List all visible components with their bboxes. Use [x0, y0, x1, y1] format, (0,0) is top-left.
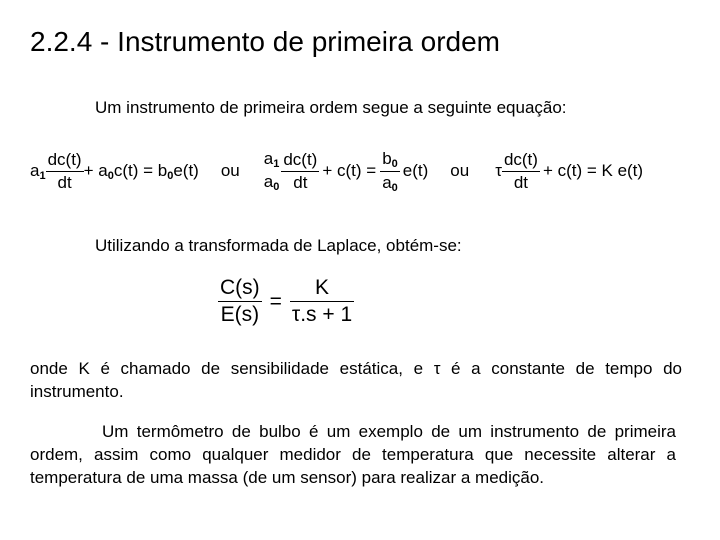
eq1-derivative: [46, 150, 84, 193]
eq1-den: dt: [46, 171, 84, 193]
eq2-num-sub: 1: [273, 158, 280, 170]
transfer-lhs-den: E(s): [218, 301, 262, 327]
equation-1: [30, 150, 199, 193]
eq1-subb0: 0: [167, 169, 174, 182]
eq1-sub1: 1: [39, 169, 46, 182]
transfer-rhs-num: K: [315, 276, 330, 299]
eq2-den-sub: 0: [273, 181, 280, 193]
transfer-rhs-den: τ.s + 1: [291, 303, 353, 326]
eq2-num: dc(t): [283, 149, 318, 169]
intro-text: Um instrumento de primeira ordem segue a seguinte equação:: [95, 98, 567, 117]
laplace-intro-text: Utilizando a transformada de Laplace, obtém-se:: [95, 236, 462, 255]
eq3-end: + c(t) = K e(t): [542, 161, 644, 180]
transfer-function: [218, 276, 354, 327]
eq2-end: e(t): [402, 161, 429, 180]
eq1-mid: + a: [83, 160, 108, 180]
page-title: 2.2.4 - Instrumento de primeira ordem: [30, 26, 500, 57]
transfer-equals: =: [269, 289, 282, 313]
eq2-gain: [380, 149, 400, 194]
eq2-den: dt: [281, 171, 319, 193]
transfer-rhs: [290, 276, 354, 327]
eq1-end: e(t): [173, 160, 199, 180]
eq1-sub0: 0: [107, 169, 114, 182]
eq3-derivative: [502, 150, 540, 193]
eq2-derivative: [281, 150, 319, 193]
or-2: ou: [450, 161, 470, 180]
transfer-lhs: [218, 276, 262, 327]
eq3-num: dc(t): [503, 149, 538, 169]
equation-3: [495, 150, 643, 193]
equation-2: [262, 149, 429, 194]
eq1-rest: c(t) = b: [113, 160, 168, 180]
eq2-a: a: [382, 172, 392, 192]
eq2-mid: + c(t) =: [322, 161, 377, 180]
example-text: Um termômetro de bulbo é um exemplo de um instrumento de primeira ordem, assim como qualquer medidor de temperatura que necessite alterar a temperatura de uma massa (de um sensor) para realizar a medição.: [30, 422, 676, 487]
eq2-b: b: [382, 148, 392, 168]
equation-row: [30, 146, 643, 196]
or-1: ou: [220, 161, 240, 180]
eq3-tau: τ: [495, 161, 502, 180]
definition-text: onde K é chamado de sensibilidade estática, e τ é a constante de tempo do instrumento.: [30, 359, 682, 401]
transfer-lhs-num: C(s): [220, 276, 260, 299]
eq3-den: dt: [502, 171, 540, 193]
eq1-num: dc(t): [47, 149, 82, 169]
eq2-a-sub: 0: [391, 181, 398, 194]
eq2-den-a: a: [263, 172, 274, 191]
eq2-b-sub: 0: [391, 157, 398, 170]
eq1-a: a: [30, 160, 40, 180]
eq2-num-a: a: [263, 149, 274, 168]
eq2-ratio: [262, 149, 282, 193]
